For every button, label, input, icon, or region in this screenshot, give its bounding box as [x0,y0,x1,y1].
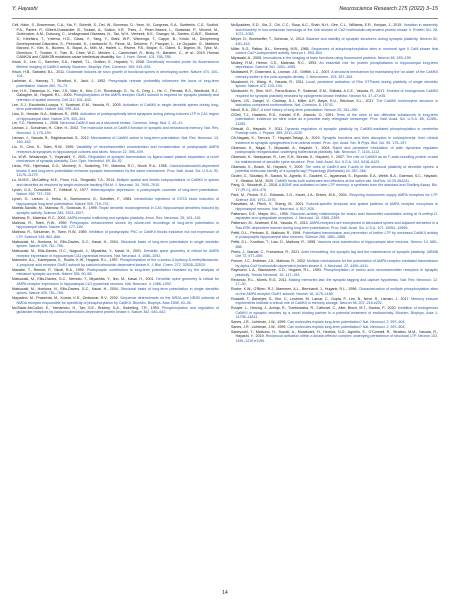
reference-entry [231,240,438,249]
reference-authors-year: Lu, M.M.E., McCaffery, M.E., Poon, H.A., Ringwald, T.A., 2014. [12,178,116,183]
reference-entry [231,306,438,320]
reference-title-link[interactable]: Can molecules explain long-term potentiation? Nat. Neurosci. 2, 597–604. [287,325,406,329]
reference-entry [12,112,219,121]
reference-title-link[interactable]: Rapid and persistent modulation of actin dynamics regulates postsynaptic reorganization underlying bidirectional plasticity. Nat. Neurosci. 7, 1104–1112. [235,145,438,155]
reference-entry [231,127,438,136]
reference-title-link[interactable]: A BDNF and activated on later LTP memory: a synthesis from the standard and Shelling Assay. Bio. 17 (Pt C), 404–478. [235,183,438,193]
reference-entry [12,240,219,249]
reference-entry [12,89,219,103]
reference-entry [12,258,219,267]
reference-entry [12,230,219,239]
reference-columns [12,23,438,344]
header-author: Y. Hayashi [12,6,38,12]
reference-authors-year: Okamoto, K., Nagai, T., Miyawaki, A., Hayashi, Y., 2004. [231,145,331,150]
reference-title-link[interactable]: Postsynaptic contribution to long-term potentiation revealed by the analysis of miniature synaptic currents. Nature 355, 50–55. [16,267,219,277]
reference-entry [12,70,219,79]
reference-title-link[interactable]: Subunit-specific temporal and spatial patterns of AMPA receptor exocytosis in hippocampal neurons. Nat. Neurosci. 4, 917–926. [235,202,438,211]
reference-authors-year: Okamoto, K., Bosch, M., Hayashi, Y., 2009. [231,164,304,169]
reference-entry [12,249,219,258]
reference-authors-year: Larkman, A., Hannay, T., Stratford, K., Jack, J., 1992. [12,79,107,84]
reference-entry [231,70,438,79]
reference-authors-year: McGlade-McCulloh, E., Yamamoto, H., Tan, S.E., Brickey, D.A., Soderling, T.R., 1993. [12,305,160,310]
reference-authors-year: Ohtsuki, G., Hayashi, Y., 2011. [231,126,284,131]
reference-authors-year: Myers, J.B., Zaegel, V., Coultrap, S.J., Miller, A.P., Bayer, K.U., Reichow, S.L., 2017. [231,98,375,103]
reference-authors-year: Oh-Nagata, K., Tamura, T., Hayashi-Takagi, A., 2019. [231,136,321,141]
reference-title-link[interactable]: Reciprocal activation within a kinase-effector complex underlying persistence of structural LTP. Neuron 102, 1199–1210.e1196. [235,334,438,344]
reference-title-link[interactable]: Structure–activity relationships for amino acid transmitter candidates acting at N-methyl-D-aspartate and quisqualate receptors. J. Neurosci. 10, 2385–2399. [235,211,439,221]
reference-entry [231,221,438,230]
reference-title-link[interactable]: Vaccinia virus transfection of hippocampal slice neurons. Neuron 14, 685–688. [235,240,438,249]
reference-authors-year: Ozden, C., Sloutsky, R., Santos, N., Agnello, E., Gaubert, C., Isgaerzwa, S., Esposito, E.A., Webb, B.A., Gaeman, S.C., Hayashi, Y., Stratton, M.M., 2020. [231,174,438,183]
reference-authors-year: Sanes, J.R., Lichtman, J.W., 1999. [231,320,287,325]
reference-title-link[interactable]: Multiple mechanisms for the potentiation of AMPA receptor-mediated transmission by alpha-Ca2+/calmodulin-dependent protein kinase II. J. Neurosci. 22, 4406–4411. [235,258,438,268]
reference-authors-year: Park, M., Penick, E.C., Edwards, J.G., Kauer, J.A., Ehlers, M.D., 2004. [231,192,348,197]
reference-authors-year: Roche, K.W., O'Brien, R.J., Mammen, A.L., Bernhardt, J., Huganir, R.L., 1996. [231,287,358,292]
reference-title-link[interactable]: The role of CaMKII as an F-actin-bundling protein crucial for maintenance of dendritic spine structure. Proc. Natl. Acad. Sci. U.S.A. 104, 6418–6423. [235,155,438,164]
reference-authors-year: Lu, W.W., Wodarczyk, T., Yoganathi, Y., 2021. [12,154,87,159]
reference-entry [231,174,438,183]
reference-authors-year: Pang, D., Woodruff, Z., 2018. [231,183,278,188]
reference-authors-year: Matsuzaki, M., Honkura, N., Ellis-Davies, G.C., Kasai, H., 2004. [12,286,119,291]
reference-authors-year: Murakoshi, H., Wang, H., Yasuda, R., 2011. [231,79,305,84]
reference-entry [231,61,438,70]
references-left-column [12,23,219,344]
reference-authors-year: Malinow, R., Schulman, H., Tsien, R.W., 1989. [12,230,88,235]
reference-title-link[interactable]: Heterosynaptic depression: a postsynaptic correlate of long-term potentiation. Nature 266, 737–739. [16,187,219,197]
running-header [12,6,438,19]
reference-authors-year: Passafaro, M., Piech, V., Sheng, M., 2001. [231,202,305,207]
reference-authors-year: Nicoll, R.A., 2017. [231,107,260,112]
reference-title-link[interactable]: Making memories last: the synaptic tagging and capture hypothesis. Nat. Rev. Neurosci. 12, 17–30. [235,277,438,287]
reference-authors-year: Okamoto, K., Narayanan, R., Lee, S.H., Murata, K., Hayashi, Y., 2007. [231,155,345,160]
reference-title-link[interactable]: Sequence determinants on the NR2A and NR2B subunits of NMDA receptor responsible for specificity of phosphorylation by CaMKII. Biochim. Biophys. Acta 1598, 40–45. [16,296,219,305]
reference-entry [12,155,219,164]
reference-entry [12,188,219,197]
reference-authors-year: Mayadevi, M., Praseeda, M., Kumar, K.S., Omkumar, R.V., 2002. [12,296,119,301]
reference-authors-year: Raymond, L.A., Blackstone, C.D., Huganir, R.L., 1993. [231,268,322,273]
reference-title-link[interactable]: Can molecules explain long-term potentiation? Nat. Neurosci. 2, 597–604. [287,320,406,325]
reference-authors-year: Mulkey, R.M., Herron, C.E., Malenka, R.C., 1993. [231,60,318,65]
reference-authors-year: Mullasseril, P., Dosemeci, A., Lisman, J.E., Griffith, L.C., 2007. [231,70,331,75]
reference-title-link[interactable]: CaMKII binds both substrates and effectors at the active site. bioRxiv, 10.25.354241. [275,178,411,183]
reference-entry [231,47,438,56]
reference-authors-year: Malinow, R., Malenka, R.C., 2002. [12,215,67,220]
reference-entry [12,164,219,178]
reference-title-link[interactable]: Local, persistent activation of Rho GTPases during plasticity of single dendritic spines. Nature 472, 100–104. [235,79,438,89]
reference-entry [12,178,219,187]
reference-entry [231,113,438,127]
reference-authors-year: Miller, S.G., Patton, B.L., Kennedy, M.B., 1988. [231,46,310,51]
reference-authors-year: Patterson, M., Szatmari, E.M., Yasuda, R., 2010. [231,221,309,226]
reference-title-link[interactable]: Multiple spatial and kinetic subpopulations of CaMKII in spines and dendrites as resolved by single-molecule tracking PALM. J. Neurosci. 34, 7600–7610. [16,178,219,187]
reference-title-link[interactable]: Phosphorylation of the AMPA receptor GluR1 subunit is required for synaptic plasticity and retention of spatial memory. Cell 112, 631–643. [16,93,219,102]
reference-title-link[interactable]: Memory erasure experiments indicate a critical role of CaMKII in memory storage. Neuron 96, 207–216.e202. [235,296,438,306]
reference-title-link[interactable]: Kinetics of endogenous CaMKII required for synaptic plasticity revealed by optogenetic kinase inhibitor. Neuron 94, 37–47.e35. [235,89,439,98]
reference-authors-year: Kwok, S., Lee, C., Sanchez, S.A., Hazlett, T.L., Gratton, E., Hayashi, Y., 2008. [12,60,145,65]
reference-entry [12,126,219,135]
reference-entry [12,277,219,286]
reference-entry [12,136,219,145]
reference-title-link[interactable]: Variability of neurotransmitter concentration and nonsaturation of postsynaptic AMPA receptors at synapses in hippocampal cultures and slices. Neuron 22, 395–409. [16,145,219,154]
reference-authors-year: McSpadden, E.D., Xia, Z., Chi, C.C., Susa, A.C., Shah, N.H., Gee, C.L., Williams, E.R., Kuriyan, J., 2019. [231,23,403,27]
reference-entry [12,145,219,154]
reference-authors-year: Liu, G., Choi, S., Tsien, R.W., 1999. [12,145,75,150]
reference-title-link[interactable]: Dendritic spine geometry is critical for AMPA receptor expression in hippocampal CA1 pyramidal neurons. Nat. Neurosci. 4, 1086–1092. [16,277,219,286]
reference-title-link[interactable]: A brief history of long-term potentiation. Neuron 93, 281–290. [260,107,359,112]
reference-entry [231,231,438,240]
reference-authors-year: Patterson, D.E., Mayer, M.L., 1990. [231,211,289,216]
reference-entry [231,278,438,287]
reference-authors-year: Manabe, T., Renner, P., Nicoll, R.A., 1992. [12,267,85,272]
reference-title-link[interactable]: Intracellular injections of EGTA block induction of hippocampal long-term potentiation. Nature 305, 719–721. [16,196,219,206]
reference-title-link[interactable]: The molecular basis of CaMKII function in synaptic and behavioural memory. Nat. Rev. Neurosci. 3, 175–190. [16,126,219,135]
reference-authors-year: Lynch, G.S., Dunwiddie, T., Gribkoff, V., 1977. [12,187,89,192]
reference-entry [231,193,438,202]
reference-entry [12,306,219,315]
reference-title-link[interactable]: Innovations in the imaging of brain functions using fluorescent proteins. Neuron 48, 189–199. [263,55,412,60]
reference-entry [12,206,219,215]
reference-authors-year: Lledo, P.M., Hjelmstad, G.O., Mukherji, S., Soderling, T.R., Malenka, R.C., Nicoll, R.A., 1995. [12,164,168,168]
reference-title-link[interactable]: The CaMKII holoenzyme structure in activation-competent conformations. Nat. Commun. 8, 15742. [235,98,438,108]
reference-authors-year: Pettit, D.L., Perlman, S., Malinow, R., 1994. [231,230,302,235]
reference-entry [12,296,219,305]
reference-authors-year: Saneyoshi, T., Matsuno, H., Suzuki, A., Murakoshi, H., Hedrick, N.G., Agnello, E., O'Connell, R., Stratton, M.M., Yasuda, R., Hayashi, Y., 2019. [231,329,438,339]
reference-title-link[interactable]: Characterization of multiple phosphorylation sites on the AMPA receptor GluR1 subunit. Neuron 16, 1179–1188. [235,287,438,296]
reference-authors-year: O'Dell, T.J., Hawkins, R.D., Kandel, E.R., Arancio, O., 1991. [231,112,335,117]
reference-authors-year: Sanes, J.R., Lichtman, J.W., 1999. [231,325,287,329]
reference-title-link[interactable]: Am. J. Hum. Genet. 101, 768–788. [115,55,172,60]
reference-entry [231,80,438,89]
reference-title-link[interactable]: Actin remodeling, the synaptic tag and the maintenance of synaptic plasticity. IUBMB Life 72, 577–589. [235,249,439,259]
reference-authors-year: Mammen, A.L., Kameyama, K., Roche, K.W., Huganir, R.L., 1997. [12,258,119,263]
reference-title-link[interactable]: Structural basis of long-term potentiation in single dendritic spines. Nature 429, 761–766. [16,286,219,296]
page-number: 14 [222,590,228,596]
reference-entry [231,250,438,259]
reference-authors-year: Pettit, D.L., Koothan, T., Liao, D., Malinow, R., 1995. [231,240,317,245]
reference-title-link[interactable]: A structural mechanism for maintaining the 'on-state' of the CaMKII memory switch in the post-synaptic density. J. Neurochem. 103, 357–364. [235,70,438,79]
reference-title-link[interactable]: AMPA receptors are exocytosed in stimulated spines and adjacent dendrites in a Ras-ERK-dependent manner during long-term potentiation. Proc. Natl. Acad. Sci. U.S.A. 107, 15951–15956. [235,221,438,230]
reference-title-link[interactable]: Recycling endosomes supply AMPA receptors for LTP. Science 305, 1972–1975. [235,192,438,202]
reference-entry [231,99,438,108]
reference-title-link[interactable]: Tests of the roles of two diffusible substances in long-term potentiation: evidence for nitric oxide as a possible early retrograde messenger. Proc. Natl. Acad. Sci. U.S.A. 88, 11285–11289. [235,112,439,126]
reference-entry [231,287,438,296]
reference-title-link[interactable]: Mechanisms of CaMKII action in long-term potentiation. Nat. Rev. Neurosci. 13, 169–182. [16,135,219,145]
reference-authors-year: Lynch, G., Larson, J., Kelso, S., Barrionuevo, G., Schottler, F., 1983. [12,196,133,201]
reference-title-link[interactable]: Calcium/calmodulin-dependent kinase II and long-term potentiation enhance synaptic transmission by the same mechanism. Proc. Natl. Acad. Sci. U.S.A. 92, 11175–11179. [16,164,219,178]
header-journal: Neuroscience Research 175 (2022) 3–15 [339,6,438,12]
reference-authors-year: Meyer, D., Bonhoeffer, T., Scheuss, V., 2014. [231,37,305,42]
reference-authors-year: Lisman, J., Schulman, H., Cline, H., 2002. [12,126,80,131]
reference-title-link[interactable]: Regulation of synaptic transmission by ligand-based plasma separation: a novel mechanism of synaptic plasticity. Curr. Opin. Neurobiol. 69, 84–92. [16,154,220,164]
reference-entry [231,37,438,46]
reference-title-link[interactable]: Synaptic functions and their disruption in schizophrenia: from clinical evidence to synaptic optogenetics in an animal model. Proc. Jpn. Acad. Ser. B Phys. Biol. Sci. 95, 179–197. [235,136,438,145]
reference-title-link[interactable]: Activation of postsynaptically silent synapses during pairing-induced LTP in CA1 region of hippocampal slice. Nature 375, 400–404. [16,112,219,121]
reference-title-link[interactable]: AMPA receptor trafficking and synaptic plasticity. Annu. Rev. Neurosci. 25, 103–126. [67,215,202,220]
reference-entry [231,268,438,277]
reference-title-link[interactable]: An essential role for protein phosphatases in hippocampal long-term depression. Science 261, 1051–1055. [235,60,438,70]
reference-entry [231,183,438,192]
reference-authors-year: Redondo, R.L., Morris, R.G., 2011. [231,277,288,282]
references-right-column [231,23,438,344]
reference-title-link[interactable]: Potentiated transmission and prevention of further LTP by increased CaMKII activity in postsynaptic hippocampal slice neurons. Science 266, 1881–1885. [235,230,438,240]
reference-entry [231,23,438,37]
reference-authors-year: Matsuzaki, M., Honkura, N., Ellis-Davies, G.C., Kasai, H., 2004. [12,239,119,244]
reference-entry [12,103,219,112]
reference-entry [231,202,438,211]
reference-entry [12,23,219,60]
reference-title-link[interactable]: Neuronal CaMKII acts as a structural kinase. Commun. Integr. Biol. 2, 40–41. [60,121,184,126]
reference-title-link[interactable]: Dendritic spine geometry is critical for AMPA receptor expression in hippocampal CA1 pyramidal neurons. Nat. Neurosci. 4, 1086–1092. [16,248,219,258]
reference-title-link[interactable]: Phosphorylation of amino acid neurotransmitter receptors in synaptic plasticity. Trends Neurosci. 16, 147–153. [235,268,438,277]
reference-entry [231,89,438,98]
reference-title-link[interactable]: Structural basis of long-term potentiation in single dendritic spines. Nature 429, 761–766. [16,239,219,249]
reference-title-link[interactable]: Variation in assembly stoichiometry in non-metazoan homologs of the hub domain of Ca2+/calmodulin-dependent protein kinase II. Protein Sci. 28, 1071–1082. [235,23,438,37]
reference-entry [12,60,219,69]
reference-entry [12,268,219,277]
reference-entry [231,259,438,268]
reference-authors-year: Kwon, H.B., Sabatini, B.L., 2011. [12,69,65,74]
reference-title-link[interactable]: Rapid dendritic morphogenesis in CA1 hippocampal dendrites induced by synaptic activity. Science 283, 1923–1927. [16,206,219,215]
reference-authors-year: Miyawaki, A., 2005. [231,55,263,60]
reference-title-link[interactable]: Phosphorylation of the α-amino-3-hydroxy-5-methylisoxazole-4-propionic acid receptor GluR1 subunit by calcium/calmodulin-dependent kinase II. J. Biol. Chem. 272, 32528–32533. [16,258,219,267]
reference-authors-year: Matsuzaki, M., Ellis-Davies, G.C., Noguchi, J., Miyashita, Y., Kasai, H., 2001. [12,248,142,253]
reference-title-link[interactable]: Presynaptic enhancement shown by whole-cell recordings of long-term potentiation in hippocampal slices. Nature 346, 177–180. [16,220,219,230]
reference-entry [231,155,438,164]
reference-title-link[interactable]: Activation of CaMKII in single dendritic spines during long-term potentiation. Nature 458, 299–304. [16,102,219,112]
reference-authors-year: Rossetti, T., Banerjee, S., Kim, C., Leubner, M., Lamar, C., Gupta, P., Lee, B., Neve, R., Lisman, J., 2017. [231,296,410,301]
reference-authors-year: Lisman, J., Yasuda, R., Raghavachari, S., 2012. [12,135,90,140]
reference-authors-year: Murakoshi, H., Shin, M.E., Parra-Bueno, P., Szatmari, E.M., Shibata, A.C.E., Yasuda, R., 2017. [231,89,386,94]
reference-entry [231,165,438,174]
reference-title-link[interactable]: Phosphorylation and regulation of glutamate receptors by calcium/calmodulin-dependent protein kinase II. Nature 362, 640–642. [16,305,219,315]
reference-title-link[interactable]: Inhibition of postsynaptic PKC or CaMKII blocks induction but not expression of LTP. Science 245, 862–866. [16,230,219,239]
reference-entry [231,136,438,145]
reference-entry [12,79,219,88]
reference-entry [12,287,219,296]
reference-authors-year: Maletic-Savatic, M., Malinow, R., Svoboda, K., 1999. [12,206,98,211]
reference-authors-year: Rouyer, L., Herzog, J., Arrinja, R., Trzebiowska, R., Cathcart, C., Alter, Bloch, M.T., Santos, P., 2020. [231,306,397,311]
reference-title-link[interactable]: Dynamic regulation of synaptic plasticity by CaMKII-mediated phosphorylation in cerebellar Purkinje cells. J. Physiol. 589, 2211–2230. [235,126,438,136]
reference-authors-year: Malinow, R., Tsien, R.W., 1990. [12,220,68,225]
reference-entry [12,197,219,206]
reference-title-link[interactable]: Sequences of autophosphorylation sites in neuronal type II CaM kinase that control Ca2+-independent activity. Neuron 1, 593–604. [235,46,438,56]
reference-authors-year: Cell, Hahn, S., Braverman, C.A., Xia, F., Schmitt, S., Del, W., Bonneau, D., Yeon, M., Congress, E.A., Suetterlin, C.S., Sudhof, P.A., Parent, P., Gilbert-Dussardier, B., Toutain, A., Sutton, V.R., Thies, J., Peart-Vissers, L., Boisseau, P., Vincent, M., Grabrucker, A.M., Dubourg, C., Undiagnosed Diseases, N., Tan, W.H., Verbeek, N.E., Granger, M., Santen, G.W.E., Shankar, S., Kleefstra, T., Yntema, H.G., Glass, Y., Yang, Y., Stahl, W.P., Wierenga, T., Cappe, B., Kristo, M., Deciphering Developmental Disorders, S., Petrovski, S., Lanfranchi, S., Rinne, M., Delorme, F., Pacquer, L., Le Guyader, G., Martinez Marano, K., Kim, K., Buxeiro, S., Bayat, A., Milh, M., Hallett, L., Riviere, F.B., Brique, S., Odent, S., Bigeon, M., Tylor, M., Dennison, T., Toutain, Y., Tran, B., Chee, W.C., Meulen, L., Carmichael, R., Broly, H., Barstein, C., et al., 2019. Human CAMK2A and CAMK2B mutations cause intellectual disability. [12,23,219,60]
reference-authors-year: Pierlo, J., Marzat, C., Francesca, R., 2021. [231,249,301,254]
reference-title-link[interactable]: Inhibition of endogenous CaMKII in synaptic vesicles by a novel binding partner is a potential treatment of excitotoxicity. Biochim. Biophys. Acta 1, 14798–14811. [235,306,438,320]
reference-authors-year: Liao, D., Hessler, N.A., Malinow, R., 1995. [12,112,80,116]
reference-authors-year: Poncer, J.C., Esteban, J.A., Malinow, R., 2002. [231,258,306,263]
reference-entry [231,212,438,221]
reference-title-link[interactable]: The roles of CaMKII and F-actin in the structural plasticity of dendritic spines: a potential molecular identity of a synaptic tag? Physiology (Bethesda) 24, 357–366. [235,164,438,174]
reference-title-link[interactable]: Balance and stability of synaptic structures during synaptic plasticity. Neuron 82, 430–443. [235,37,438,46]
reference-entry [231,330,438,344]
reference-title-link[interactable]: Glutamate induces de novo growth of functional spines in developing cortex. Nature 474, 100–104. [16,69,219,79]
reference-entry [231,146,438,155]
reference-authors-year: Lin, Y.C., Redmond, L., 2008. [12,121,60,126]
reference-authors-year: Matsuzaki, M., Ellis-Davies, G.C., Nemoto, T., Miyashita, Y., Iino, M., Kasai, H., 2001. [12,277,155,282]
reference-title-link[interactable]: Genetically encoded probe for fluorescence lifetime imaging of CaMKII activity. Biochem. Biophys. Res. Commun. 369, 519–525. [16,60,220,69]
reference-title-link[interactable]: Presynaptic release probability influences the locus of long-term potentiation. Nature 360, 70–73. [16,79,219,88]
reference-entry [231,297,438,306]
reference-entry [12,221,219,230]
reference-authors-year: Lee, S.J., Escobedo-Lozoya, Y., Szatmari, E.M., Yasuda, R., 2009. [12,102,122,107]
reference-authors-year: Lee, H.K., Takamiya, K., Han, J.S., Man, H., Kim, C.H., Rumbaugh, G., Yu, S., Ding, L., He, C., Petralia, R.S., Wenthold, R.J., Gallagher, M., Huganir, R.L., 2003. [12,88,219,98]
